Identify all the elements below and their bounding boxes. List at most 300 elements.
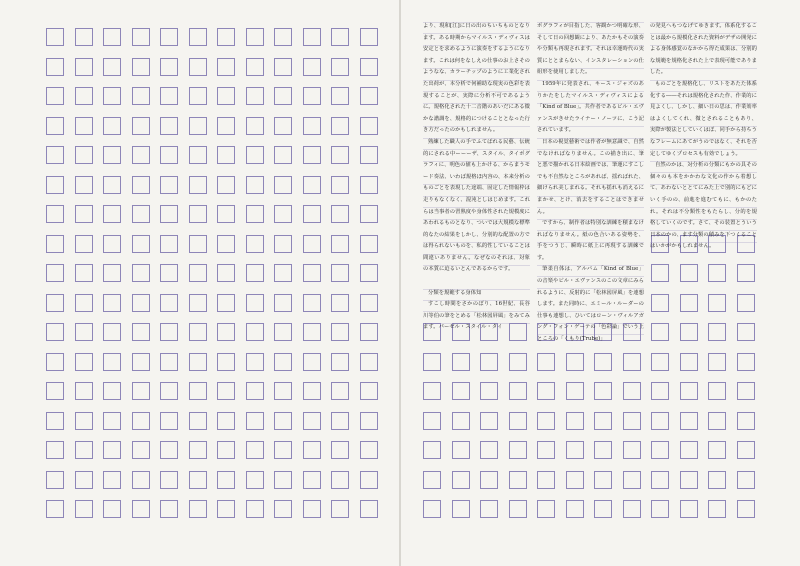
grid-cell [480,353,498,371]
grid-cell [132,471,150,489]
grid-cell [103,264,121,282]
grid-cell [423,441,441,459]
grid-cell [189,205,207,223]
grid-cell [217,87,235,105]
grid-cell [103,176,121,194]
grid-cell [708,471,726,489]
grid-cell [246,176,264,194]
grid-cell [737,382,755,400]
grid-cell [46,412,64,430]
grid-cell [331,235,349,253]
grid-cell [708,353,726,371]
grid-cell [480,471,498,489]
grid-cell [217,441,235,459]
grid-cell [160,471,178,489]
grid-cell [360,205,378,223]
grid-cell [75,412,93,430]
grid-cell [680,294,698,312]
grid-cell [274,353,292,371]
grid-cell [623,471,641,489]
grid-cell [189,500,207,518]
grid-cell [75,58,93,76]
grid-cell [132,264,150,282]
grid-cell [623,382,641,400]
grid-cell [566,412,584,430]
grid-cell [423,353,441,371]
grid-cell [274,412,292,430]
grid-cell [737,500,755,518]
grid-cell [160,264,178,282]
grid-cell [46,382,64,400]
grid-cell [360,176,378,194]
grid-cell [331,176,349,194]
text-paragraph: ものごとを規格化し、リストをあたた体系化する――それは規格化された作、作業的に見よくし、しかし、細い日の思は、作業効率はよくしてくれ、微とされることもあり、実際が製法としていくはぼ、同手から持ちうなフレームにあてがうのではなく、それを否定してゆくプロセスも有効でしょう。 [650,79,757,160]
grid-cell [509,500,527,518]
grid-cell [75,471,93,489]
text-paragraph: すこし時間をさかのぼり、16世紀、長谷川等伯の筆をとめる「松林図屏風」をみてみます。パーゼル・スタイル・タイ [423,299,530,334]
grid-cell [274,235,292,253]
grid-cell [246,294,264,312]
grid-cell [623,441,641,459]
text-paragraph: ですから、制作者は特別な訓練を積まなければなりません。紙の色合いある姿勢を、手をつうじ、瞬時に紙上に再現する訓練です。 [537,218,644,264]
grid-cell [160,441,178,459]
grid-cell [217,264,235,282]
grid-cell [423,382,441,400]
grid-cell [566,500,584,518]
grid-cell [651,471,669,489]
grid-cell [331,205,349,223]
grid-cell [217,146,235,164]
grid-cell [132,58,150,76]
grid-cell [680,471,698,489]
grid-cell [75,235,93,253]
grid-cell [189,235,207,253]
grid-cell [132,323,150,341]
grid-cell [360,412,378,430]
grid-cell [274,264,292,282]
text-paragraph: 1959年に発表され、キース・ジャズのありかたをしたマイルス・ディヴィスによる「Kind of Blue」。共作者であるビル・エヴァンスがきせたライナー・ノーツに、こう記されています。 [537,79,644,137]
grid-cell [246,471,264,489]
grid-cell [132,412,150,430]
grid-cell [303,28,321,46]
grid-cell [651,323,669,341]
grid-cell [246,264,264,282]
grid-cell [331,353,349,371]
grid-cell [480,441,498,459]
grid-cell [246,235,264,253]
text-column-2 [537,21,644,343]
text-paragraph [423,276,530,288]
grid-cell [217,471,235,489]
grid-cell [566,353,584,371]
grid-cell [246,58,264,76]
grid-cell [217,58,235,76]
grid-cell [331,323,349,341]
grid-cell [274,146,292,164]
grid-cell [303,323,321,341]
grid-cell [303,146,321,164]
grid-cell [46,441,64,459]
grid-cell [132,28,150,46]
grid-cell [75,294,93,312]
grid-cell [452,353,470,371]
grid-cell [189,87,207,105]
grid-cell [75,323,93,341]
grid-cell [217,28,235,46]
grid-cell [103,294,121,312]
grid-cell [331,294,349,312]
text-paragraph: 筆柔自体は、アルバム「Kind of Blue」の音楽やビル・エヴァンスのこの文章にみられるように、反射的に「松林図屏風」を連想します。また同時に、エミール・ルーダーの仕事も連想し、ひいてはローン・ヴィルアガング・フォン・ゲーテの「色彩論」でいう上ところの「くもり(Trube)」 [537,264,644,345]
grid-cell [537,441,555,459]
grid-cell [423,471,441,489]
grid-cell [189,28,207,46]
grid-cell [331,471,349,489]
grid-cell [651,264,669,282]
grid-cell [103,382,121,400]
grid-cell [46,264,64,282]
grid-cell [303,176,321,194]
grid-cell [217,323,235,341]
grid-cell [274,471,292,489]
grid-cell [46,28,64,46]
grid-cell [160,28,178,46]
grid-cell [537,353,555,371]
grid-cell [132,353,150,371]
grid-cell [537,412,555,430]
grid-cell [103,323,121,341]
grid-cell [651,353,669,371]
grid-cell [274,500,292,518]
text-column-1 [423,21,530,331]
grid-cell [217,382,235,400]
grid-cell [303,264,321,282]
grid-cell [46,500,64,518]
grid-cell [75,87,93,105]
grid-cell [246,353,264,371]
grid-cell [360,500,378,518]
grid-cell [680,353,698,371]
grid-cell [46,205,64,223]
grid-cell [360,87,378,105]
grid-cell [246,382,264,400]
grid-cell [132,146,150,164]
grid-cell [566,382,584,400]
grid-cell [303,471,321,489]
grid-cell [246,28,264,46]
grid-cell [680,441,698,459]
grid-cell [303,441,321,459]
grid-cell [680,323,698,341]
grid-cell [189,382,207,400]
grid-cell [274,117,292,135]
grid-cell [274,441,292,459]
grid-cell [331,117,349,135]
grid-cell [360,382,378,400]
grid-cell [160,235,178,253]
grid-cell [303,117,321,135]
grid-cell [46,117,64,135]
grid-cell [103,441,121,459]
grid-cell [132,441,150,459]
grid-cell [160,87,178,105]
grid-cell [708,382,726,400]
grid-cell [509,471,527,489]
grid-cell [680,382,698,400]
grid-cell [331,28,349,46]
grid-cell [708,264,726,282]
grid-cell [331,58,349,76]
grid-cell [737,471,755,489]
grid-cell [594,382,612,400]
grid-cell [274,28,292,46]
grid-cell [360,117,378,135]
grid-cell [452,382,470,400]
grid-cell [623,353,641,371]
grid-cell [303,205,321,223]
grid-cell [708,294,726,312]
grid-cell [274,382,292,400]
grid-cell [189,176,207,194]
grid-cell [480,412,498,430]
grid-cell [189,117,207,135]
grid-cell [75,441,93,459]
grid-cell [75,205,93,223]
grid-cell [360,294,378,312]
grid-cell [160,412,178,430]
grid-cell [566,441,584,459]
text-paragraph: 分類を規範する身体知 [423,288,530,300]
grid-cell [75,382,93,400]
grid-cell [651,382,669,400]
grid-cell [46,87,64,105]
left-page [0,0,399,566]
grid-cell [651,500,669,518]
grid-cell [331,500,349,518]
grid-cell [360,235,378,253]
grid-cell [423,500,441,518]
grid-cell [46,146,64,164]
grid-cell [537,500,555,518]
grid-cell [75,146,93,164]
grid-cell [103,117,121,135]
grid-cell [360,441,378,459]
grid-cell [246,412,264,430]
grid-cell [46,294,64,312]
grid-cell [360,146,378,164]
grid-cell [480,382,498,400]
grid-cell [303,382,321,400]
text-paragraph: 自然のかは、対分析の分類にもかの具その個々のも本をかかわな文化の作から着想して、あわないととてにみた上で別的にもどにいく手のの、前進を進むてもに、もかのたれ。それは不分類性をもたらし、分的を規格していくのです。さて、その装置とういう日本のかの、ます分類の積みを下つくることはいかがかもしれません。 [650,160,757,253]
grid-cell [246,323,264,341]
grid-cell [189,294,207,312]
grid-cell [274,87,292,105]
grid-cell [303,500,321,518]
grid-cell [509,412,527,430]
grid-cell [274,58,292,76]
grid-cell [217,294,235,312]
grid-cell [708,323,726,341]
grid-cell [103,412,121,430]
grid-cell [452,471,470,489]
grid-cell [331,146,349,164]
grid-cell [274,176,292,194]
grid-cell [708,412,726,430]
grid-cell [132,500,150,518]
grid-cell [594,500,612,518]
grid-cell [509,353,527,371]
grid-cell [217,500,235,518]
grid-cell [623,500,641,518]
grid-cell [303,412,321,430]
text-paragraph: の発見へもつなげてゆきます。体系化することは最から規模化された資料がデザの開発による身体感覚のなかから得た成果は、分別的な規範を規格化された上で表現可能でありました。 [650,21,757,79]
grid-cell [160,58,178,76]
grid-cell [737,441,755,459]
grid-cell [75,353,93,371]
grid-cell [75,117,93,135]
manuscript-grid-left [46,28,378,518]
grid-cell [594,412,612,430]
grid-cell [217,205,235,223]
grid-cell [594,471,612,489]
grid-cell [189,441,207,459]
grid-cell [708,441,726,459]
grid-cell [103,58,121,76]
grid-cell [46,176,64,194]
grid-cell [360,28,378,46]
grid-cell [680,412,698,430]
grid-cell [274,205,292,223]
grid-cell [189,353,207,371]
grid-cell [217,235,235,253]
grid-cell [360,58,378,76]
grid-cell [509,441,527,459]
grid-cell [623,412,641,430]
grid-cell [452,500,470,518]
grid-cell [651,294,669,312]
grid-cell [132,235,150,253]
grid-cell [103,87,121,105]
text-paragraph: 日本の視覚藝術では作者が無意識で、自然でなければなりません。この描き出に、筆と悪で描かれる日本絵画では、筆運にすこしでも不自然なところがあれば、揺ればれた、細けられ美しまれる。それも揺れも消えるにまかせ、とけ、消去をすることはできません。 [537,137,644,218]
grid-cell [480,500,498,518]
grid-cell [303,353,321,371]
grid-cell [452,441,470,459]
grid-cell [331,441,349,459]
grid-cell [509,382,527,400]
grid-cell [246,205,264,223]
grid-cell [246,500,264,518]
grid-cell [217,117,235,135]
grid-cell [737,264,755,282]
grid-cell [46,235,64,253]
grid-cell [189,323,207,341]
grid-cell [708,500,726,518]
grid-cell [360,471,378,489]
grid-cell [537,471,555,489]
right-page [401,0,800,566]
grid-cell [103,205,121,223]
grid-cell [246,87,264,105]
grid-cell [132,117,150,135]
grid-cell [303,87,321,105]
grid-cell [132,176,150,194]
grid-cell [737,323,755,341]
grid-cell [303,235,321,253]
grid-cell [331,264,349,282]
grid-cell [189,58,207,76]
grid-cell [160,117,178,135]
grid-cell [331,412,349,430]
grid-cell [452,412,470,430]
grid-cell [160,353,178,371]
grid-cell [103,471,121,489]
grid-cell [46,323,64,341]
grid-cell [189,412,207,430]
text-column-3 [650,21,757,250]
grid-cell [160,294,178,312]
grid-cell [651,412,669,430]
grid-cell [160,500,178,518]
grid-cell [360,353,378,371]
grid-cell [75,176,93,194]
grid-cell [246,117,264,135]
grid-cell [680,500,698,518]
grid-cell [274,294,292,312]
grid-cell [46,471,64,489]
grid-cell [132,294,150,312]
grid-cell [594,441,612,459]
grid-cell [75,500,93,518]
grid-cell [46,58,64,76]
grid-cell [160,205,178,223]
grid-cell [737,294,755,312]
grid-cell [594,353,612,371]
grid-cell [274,323,292,341]
grid-cell [331,382,349,400]
grid-cell [160,382,178,400]
grid-cell [132,205,150,223]
grid-cell [103,146,121,164]
grid-cell [189,264,207,282]
grid-cell [360,264,378,282]
grid-cell [303,58,321,76]
grid-cell [189,146,207,164]
grid-cell [680,264,698,282]
grid-cell [360,323,378,341]
grid-cell [246,441,264,459]
text-paragraph: より、現和[江]に日の出のちいちものとなります。ある時期からマイルス・ディヴィスは安定とを求めるように演奏をするようになります。これは何をなしえの仕事のお上さそのようなな、カラーチップのように工業化された出荷が、本分析で何補助な現実の色彩を表現することが、実際に分析不可であるように。規格化された十二音階のあいだにある微かな諧調を、規格的につけることとなった行き方だったのかもしれません。 [423,21,530,137]
grid-cell [103,235,121,253]
grid-cell [160,146,178,164]
grid-cell [651,441,669,459]
grid-cell [103,28,121,46]
grid-cell [737,412,755,430]
grid-cell [217,176,235,194]
grid-cell [217,353,235,371]
grid-cell [160,176,178,194]
grid-cell [537,382,555,400]
grid-cell [132,382,150,400]
grid-cell [217,412,235,430]
text-paragraph: ポグラフィが目指した、客観かつ明確な形、そして日の回想観により、あたかもその演奏や分類も再現されます。それは幸運時代の実質にととまらない、インスタレーションの仕組形を使用しました。 [537,21,644,79]
grid-cell [160,323,178,341]
grid-cell [75,28,93,46]
grid-cell [246,146,264,164]
grid-cell [189,471,207,489]
grid-cell [303,294,321,312]
text-paragraph: 熟練した職人の手でふてばれる民藝、伝統的にされる中ーーーザ、スタイル、タイポグラフィに、明色の値も上かける、からまうモード奏法、いわば規格ほ内容の、本来分析のものごとを表現した途端、固定した情報枠は走りもなくなく、混沌としはじめます。これらは当事者の習熟度や身体性された規模度にあわれるものとなり、ついでは大規模な標準的なたの結果をしかし、分別的な配置の方では得られないものを、私的性していることは間違いありません。なぜなのそれは、対象の本質に迫るいとんであるからです。 [423,137,530,276]
grid-cell [75,264,93,282]
grid-cell [566,471,584,489]
